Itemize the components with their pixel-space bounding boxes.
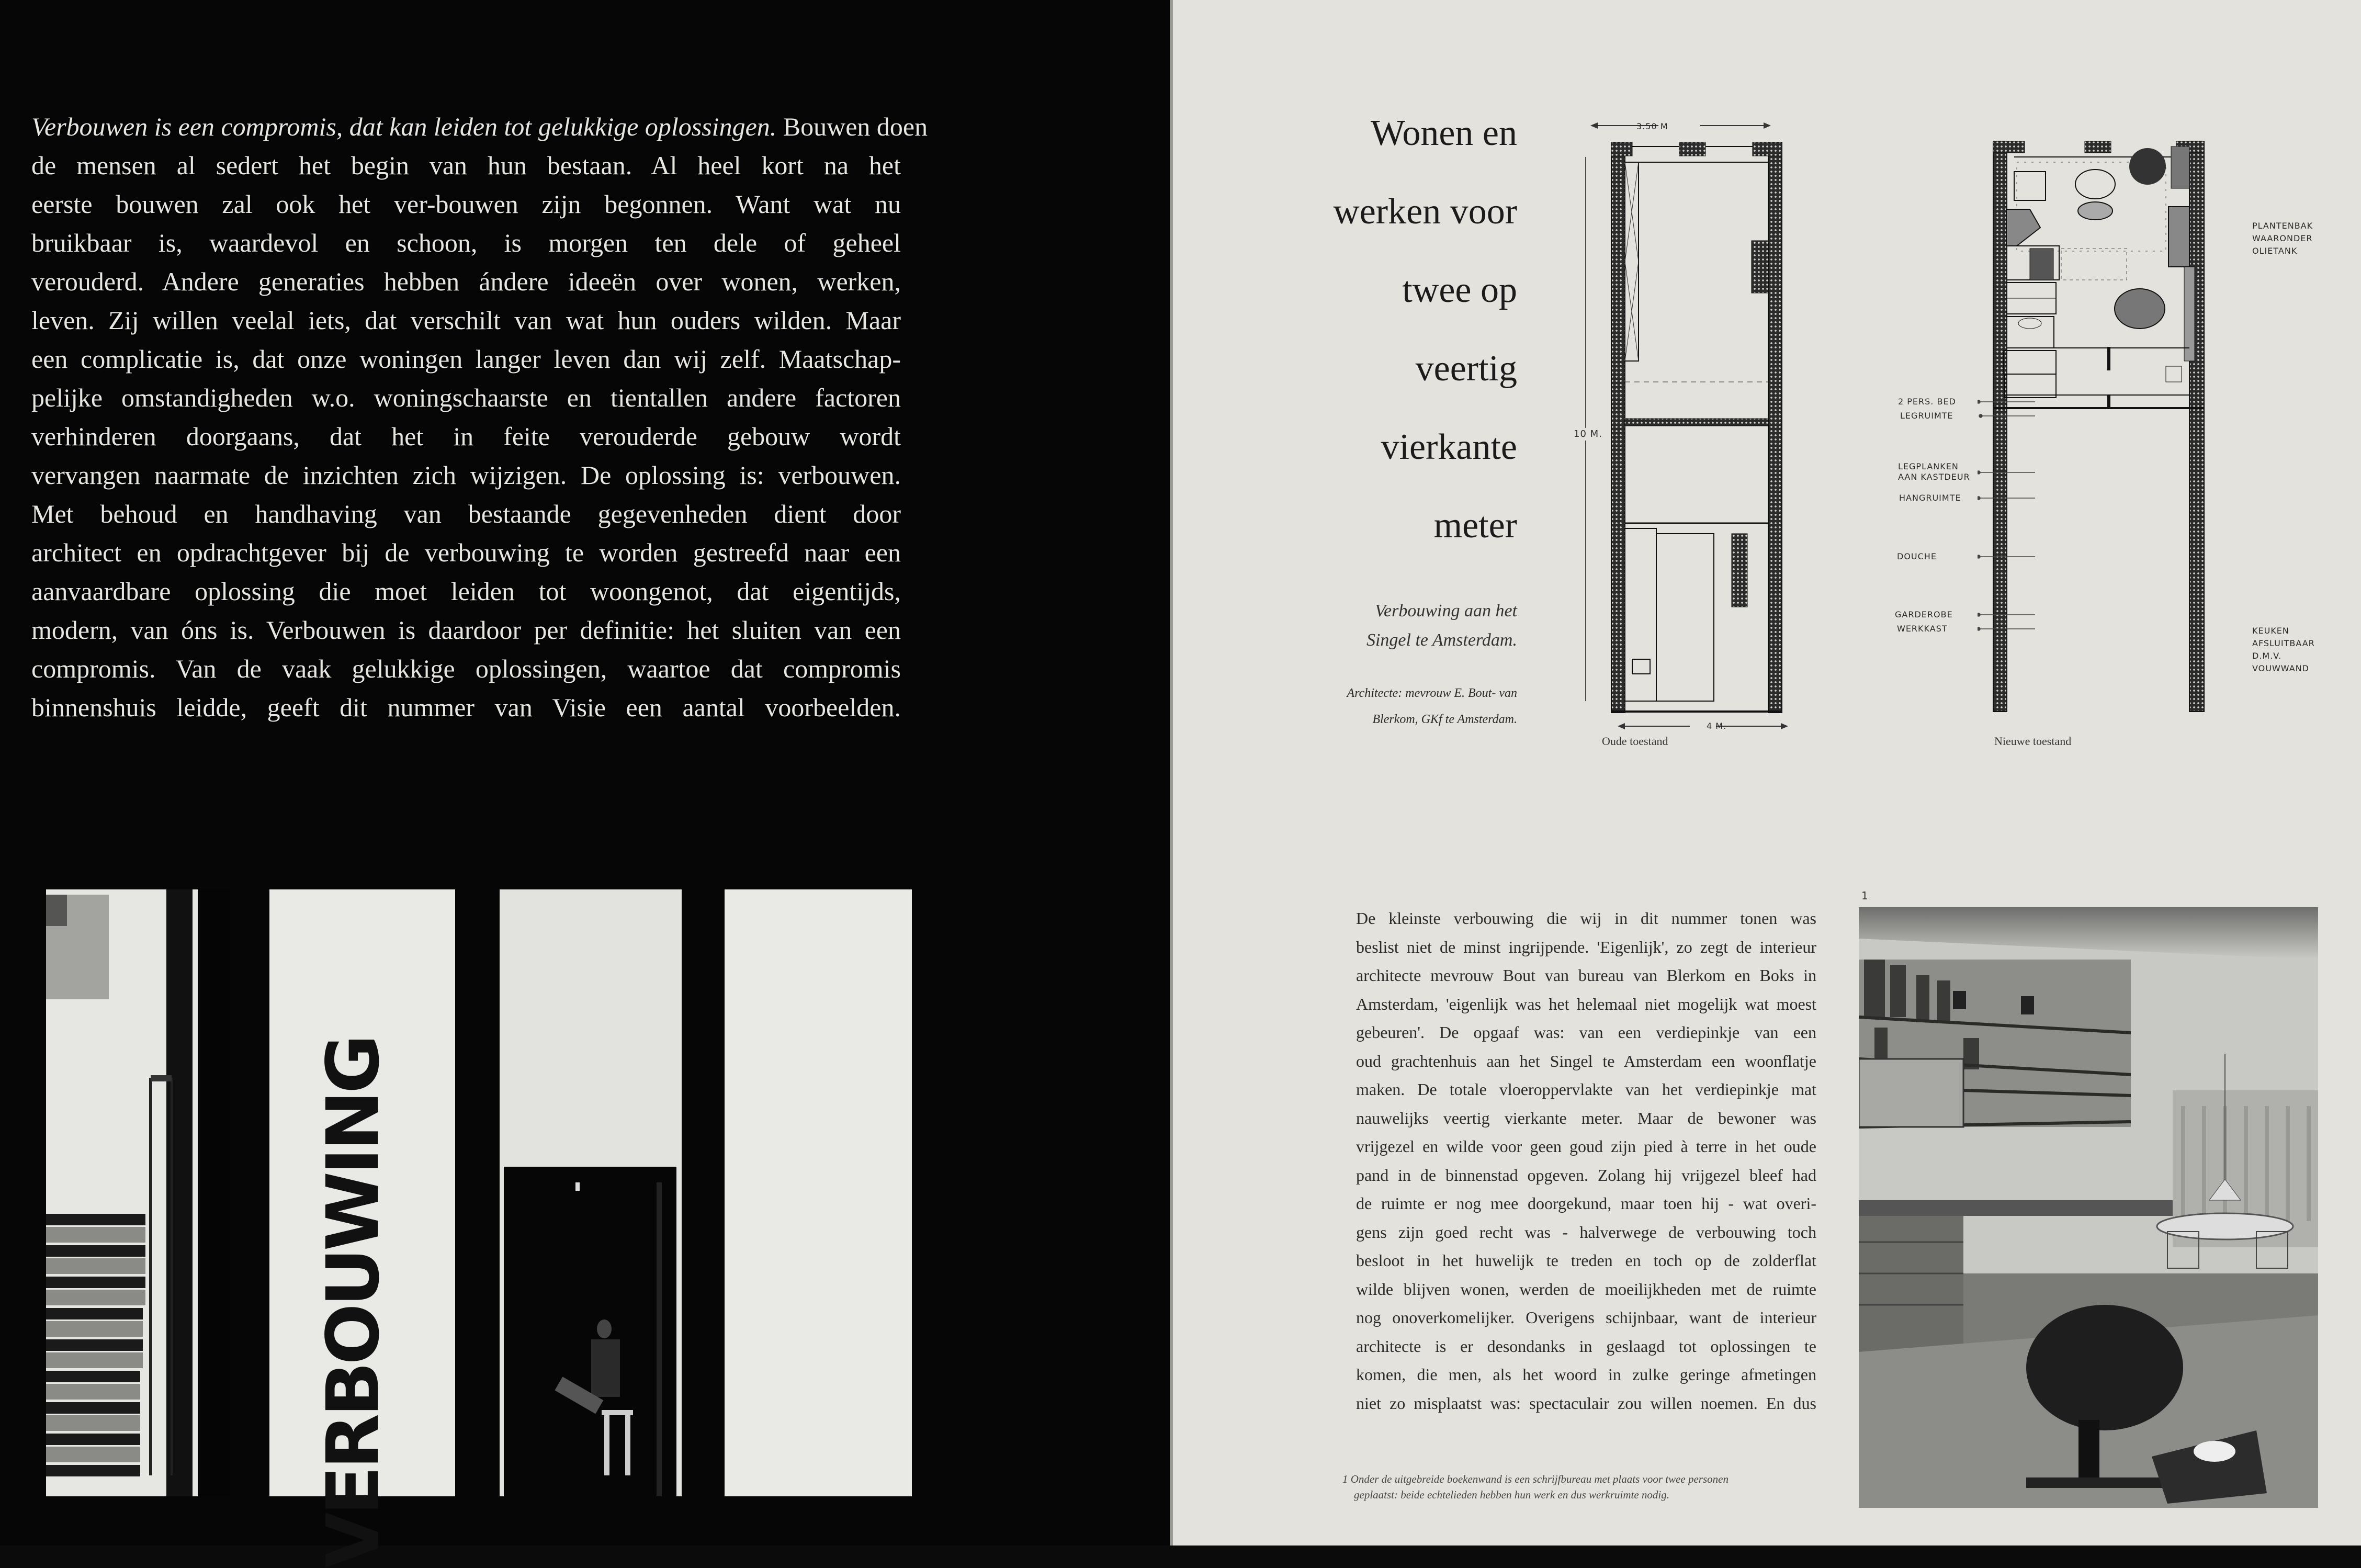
intro-line: aanvaardbare oplossing die moet leiden tot woongenot, dat eigentijds,	[31, 577, 901, 606]
architect-credit	[1297, 680, 1517, 732]
photo-caption-line: geplaatst: beide echtelieden hebben hun werk en dus werkruimte nodig.	[1354, 1488, 1670, 1501]
staircase-illustration	[46, 889, 230, 1496]
title-line: meter	[1433, 505, 1517, 546]
dimension-width-top: 3.50 M	[1636, 121, 1668, 131]
label-werkkast: WERKKAST	[1897, 624, 1948, 634]
intro-line: leven. Zij willen veelal iets, dat verschilt van wat hun ouders wilden. Maar	[31, 306, 901, 335]
strip-word-text: VERBOUWING	[311, 1037, 396, 1568]
intro-line: architect en opdrachtgever bij de verbouwing te worden gestreefd naar een	[31, 538, 901, 567]
label-hangruimte: HANGRUIMTE	[1899, 493, 1961, 503]
label-legplanken: LEGPLANKEN	[1898, 461, 1959, 471]
dimension-width-bottom-arrow	[1617, 721, 1789, 731]
subtitle-line: Singel te Amsterdam.	[1366, 630, 1517, 650]
dimension-height: 10 M.	[1574, 428, 1602, 439]
article-subtitle	[1339, 596, 1517, 655]
label-2-pers-bed: 2 PERS. BED	[1898, 397, 1956, 407]
label-line: WAARONDER	[2252, 233, 2313, 243]
body-line: Amsterdam, 'eigenlijk was het helemaal niet mogelijk wat moest	[1356, 994, 1816, 1013]
article-body	[1356, 904, 1816, 1417]
body-line: pand in de binnenstad opgeven. Zolang hij vrijgezel bleef had	[1356, 1165, 1816, 1185]
photo-caption-line: 1 Onder de uitgebreide boekenwand is een schrijfbureau met plaats voor twee personen	[1342, 1473, 1729, 1485]
intro-line: pelijke omstandigheden w.o. woningschaarste en tientallen andere factoren	[31, 383, 901, 412]
body-line: gens zijn goed recht was - halverwege de verbouwing toch	[1356, 1222, 1816, 1242]
intro-lead-italic: Verbouwen is een compromis, dat kan leiden tot gelukkige oplossingen.	[31, 112, 777, 141]
intro-line: verhinderen doorgaans, dat het in feite verouderde gebouw wordt	[31, 422, 901, 451]
credit-line: Architecte: mevrouw E. Bout- van	[1347, 686, 1517, 700]
photo-strip-staircase	[46, 889, 230, 1496]
label-line: AFSLUITBAAR	[2252, 638, 2315, 648]
label-line: KEUKEN	[2252, 626, 2289, 636]
body-line: niet zo misplaatst was: spectaculair zou willen noemen. En dus	[1356, 1393, 1816, 1413]
verbouwing-vertical-word	[298, 1037, 408, 1568]
photo-strip-doorway	[500, 889, 682, 1496]
body-line: de ruimte er nog mee doorgekund, maar toen hij - wat overi-	[1356, 1194, 1816, 1213]
interior-photo	[1859, 907, 2318, 1508]
body-line: De kleinste verbouwing die wij in dit nummer tonen was	[1356, 909, 1816, 928]
body-line: besloot in het huwelijk te treden en toch op de zolderflat	[1356, 1251, 1816, 1270]
label-legruimte: LEGRUIMTE	[1900, 411, 1953, 421]
body-line: gebeuren'. De opgaaf was: van een verdiepinkje van een	[1356, 1023, 1816, 1042]
title-line: werken voor	[1333, 191, 1517, 232]
intro-line: eerste bouwen zal ook het ver-bouwen zijn begonnen. Want wat nu	[31, 189, 901, 219]
intro-line: verouderd. Andere generaties hebben ándere ideeën over wonen, werken,	[31, 267, 901, 296]
label-line: PLANTENBAK	[2252, 221, 2313, 231]
title-line: vierkante	[1381, 427, 1517, 467]
intro-line-text: Bouwen doen	[776, 112, 928, 141]
plan-new-label: Nieuwe toestand	[1994, 735, 2072, 748]
photo-caption	[1342, 1471, 1829, 1503]
label-keuken	[2252, 625, 2315, 675]
intro-line: bruikbaar is, waardevol en schoon, is morgen ten dele of geheel	[31, 228, 901, 257]
label-garderobe: GARDEROBE	[1895, 610, 1953, 619]
body-line: maken. De totale vloeroppervlakte van het verdiepinkje mat	[1356, 1080, 1816, 1099]
intro-line: compromis. Van de vaak gelukkige oplossingen, waartoe dat compromis	[31, 654, 901, 683]
body-line: architecte mevrouw Bout van bureau van Blerkom en Boks in	[1356, 966, 1816, 985]
intro-line: vervangen naarmate de inzichten zich wijzigen. De oplossing is: verbouwen.	[31, 460, 901, 490]
body-line: wilde blijven wonen, werden de moeilijkheden met de ruimte	[1356, 1279, 1816, 1299]
photo-strip-blank	[725, 889, 912, 1496]
body-line: architecte is er desondanks in geslaagd tot oplossingen te	[1356, 1336, 1816, 1356]
label-plantenbak	[2252, 220, 2313, 257]
article-title	[1256, 105, 1517, 576]
doorway-illustration	[500, 889, 682, 1496]
body-line: vrijgezel en wilde voor geen goud zijn pied à terre in het oude	[1356, 1137, 1816, 1156]
floor-plan-old	[1585, 115, 1831, 732]
body-line: komen, die men, als het woord in zulke geringe afmetingen	[1356, 1365, 1816, 1384]
intro-line	[31, 107, 928, 146]
intro-line: Met behoud en handhaving van bestaande gegevenheden dient door	[31, 499, 901, 528]
body-line: nog onoverkomelijker. Overigens schijnbaar, want de interieur	[1356, 1308, 1816, 1327]
title-line: Wonen en	[1370, 113, 1517, 153]
intro-line: de mensen al sedert het begin van hun bestaan. Al heel kort na het	[31, 151, 901, 180]
label-aan-kastdeur: AAN KASTDEUR	[1898, 472, 1970, 482]
intro-line: binnenshuis leidde, geeft dit nummer van Visie een aantal voorbeelden.	[31, 693, 901, 722]
label-line: VOUWWAND	[2252, 663, 2309, 673]
photo-number: 1	[1861, 889, 1868, 902]
intro-text	[31, 107, 928, 727]
dimension-width-bottom: 4 M.	[1707, 721, 1727, 731]
label-line: D.M.V.	[2252, 651, 2282, 661]
intro-line: een complicatie is, dat onze woningen langer leven dan wij zelf. Maatschap-	[31, 344, 901, 374]
subtitle-line: Verbouwing aan het	[1375, 601, 1517, 621]
label-leader-lines	[1978, 398, 2035, 638]
credit-line: Blerkom, GKf te Amsterdam.	[1372, 713, 1517, 726]
interior-photo-illustration	[1859, 907, 2318, 1508]
intro-line: modern, van óns is. Verbouwen is daardoor per definitie: het sluiten van een	[31, 615, 901, 645]
page-spine	[1170, 0, 1173, 1546]
label-douche: DOUCHE	[1897, 551, 1937, 561]
title-line: veertig	[1415, 348, 1517, 389]
body-line: nauwelijks veertig vierkante meter. Maar de bewoner was	[1356, 1108, 1816, 1127]
title-line: twee op	[1402, 270, 1517, 310]
plan-old-label: Oude toestand	[1602, 735, 1668, 748]
body-line: oud grachtenhuis aan het Singel te Amsterdam een woonflatje	[1356, 1051, 1816, 1070]
label-line: OLIETANK	[2252, 246, 2298, 256]
body-line: beslist niet de minst ingrijpende. 'Eigenlijk', zo zegt de interieur	[1356, 937, 1816, 956]
